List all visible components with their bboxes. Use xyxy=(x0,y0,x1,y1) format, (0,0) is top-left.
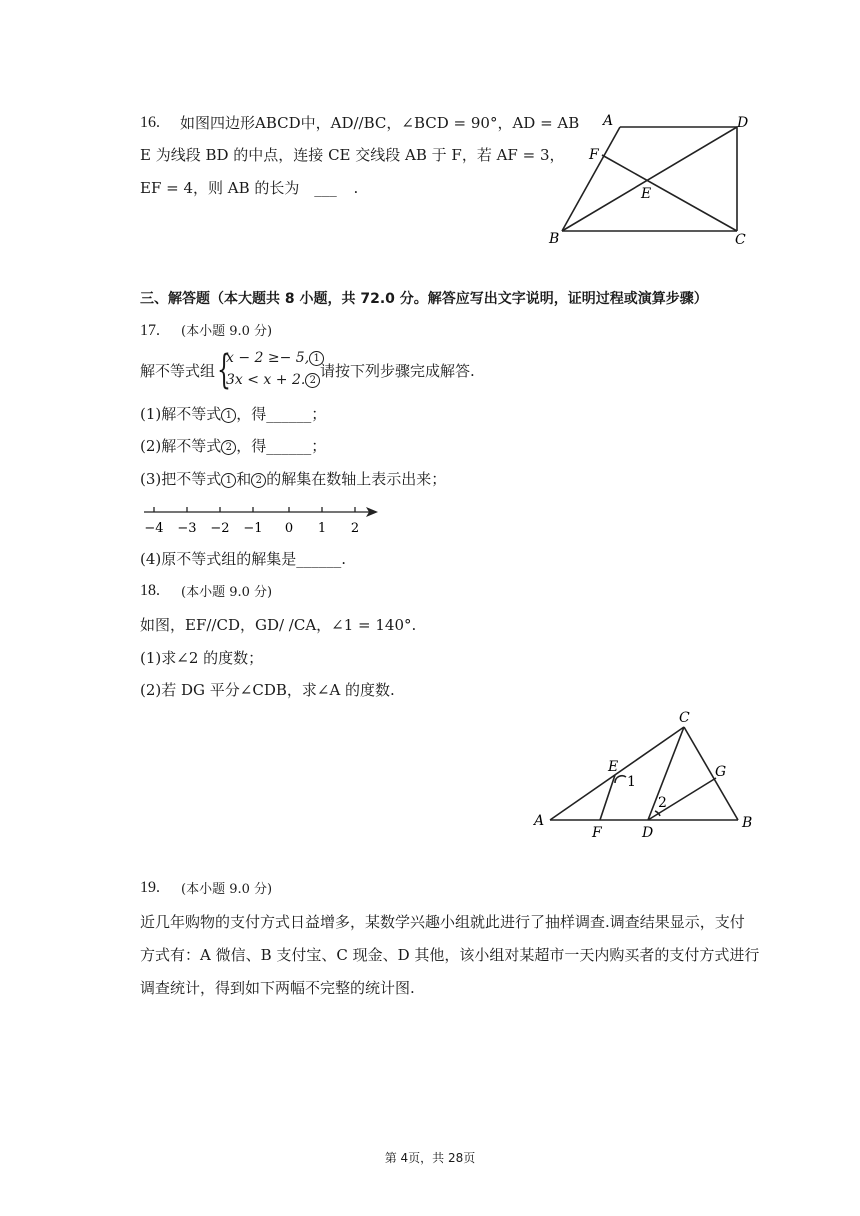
question-16-end: . xyxy=(353,179,359,197)
label-D: D xyxy=(642,825,654,841)
question-18-given: 如图，EF//CD，GD/ /CA，∠1 = 140°. xyxy=(140,616,417,634)
step-3-text: (3)把不等式 xyxy=(140,470,222,488)
system-brace: { xyxy=(217,347,231,393)
inequality-2-text: 3x < x + 2. xyxy=(226,372,306,388)
question-16-line-3-text: EF = 4，则 AB 的长为 xyxy=(140,179,300,197)
circled-marker-2: 2 xyxy=(251,473,266,488)
label-A: A xyxy=(603,113,614,129)
tick-label: 1 xyxy=(317,521,327,536)
step-2-blank: ，得______； xyxy=(236,437,327,455)
circled-marker-1: 1 xyxy=(221,408,236,423)
question-19-line-2: 方式有：A 微信、B 支付宝、C 现金、D 其他，该小组对某超市一天内购买者的支付方式进行 xyxy=(140,946,760,964)
step-2-text: (2)解不等式 xyxy=(140,437,222,455)
question-19-score: (本小题 9.0 分) xyxy=(181,882,273,897)
page-footer: 第 4页，共 28页 xyxy=(384,1151,476,1165)
label-C: C xyxy=(735,232,746,248)
label-C: C xyxy=(679,710,690,726)
circled-marker-1: 1 xyxy=(309,351,324,366)
question-18-number: 18. xyxy=(140,582,160,599)
question-18-part-2: (2)若 DG 平分∠CDB，求∠A 的度数. xyxy=(140,681,395,699)
tick-label: 2 xyxy=(350,521,360,536)
tick-label: −2 xyxy=(210,521,230,536)
angle-1-label: 1 xyxy=(627,774,636,790)
step-1-blank: ，得______； xyxy=(236,405,327,423)
question-17-number: 17. xyxy=(140,322,160,339)
question-18-part-1: (1)求∠2 的度数； xyxy=(140,649,264,667)
label-B: B xyxy=(549,231,560,247)
inequality-1 xyxy=(226,350,324,366)
question-18-score: (本小题 9.0 分) xyxy=(181,585,273,600)
tick-label: −4 xyxy=(144,521,164,536)
question-17-score: (本小题 9.0 分) xyxy=(181,324,273,339)
tick-label: −3 xyxy=(177,521,197,536)
question-17-intro-end: 请按下列步骤完成解答. xyxy=(320,362,475,380)
label-F: F xyxy=(589,147,599,163)
question-19-line-1: 近几年购物的支付方式日益增多，某数学兴趣小组就此进行了抽样调查.调查结果显示，支付 xyxy=(140,913,745,931)
triangle-figure xyxy=(528,705,760,845)
tick-label: −1 xyxy=(243,521,263,536)
step-1-text: (1)解不等式 xyxy=(140,405,222,423)
step-3-text-end: 的解集在数轴上表示出来； xyxy=(266,470,447,488)
section-3-heading: 三、解答题（本大题共 8 小题，共 72.0 分。解答应写出文字说明，证明过程或演算步骤） xyxy=(140,291,708,307)
label-D: D xyxy=(737,115,749,131)
label-A: A xyxy=(534,813,545,829)
question-16-line-2: E 为线段 BD 的中点，连接 CE 交线段 AB 于 F，若 AF = 3， xyxy=(140,146,565,164)
circled-marker-2: 2 xyxy=(221,440,236,455)
number-line xyxy=(140,500,390,540)
question-19-number: 19. xyxy=(140,879,160,896)
answer-blank: ___ xyxy=(314,179,337,197)
label-B: B xyxy=(742,815,753,831)
circled-marker-2: 2 xyxy=(305,373,320,388)
tick-label: 0 xyxy=(284,521,294,536)
quadrilateral-figure xyxy=(545,110,760,250)
circled-marker-1: 1 xyxy=(221,473,236,488)
label-F: F xyxy=(592,825,602,841)
angle-2-label: 2 xyxy=(658,795,667,811)
step-1 xyxy=(140,404,326,424)
inequality-1-text: x − 2 ≥− 5, xyxy=(226,350,310,366)
question-19-line-3: 调查统计，得到如下两幅不完整的统计图. xyxy=(140,979,415,997)
step-4: (4)原不等式组的解集是______. xyxy=(140,550,347,568)
label-E: E xyxy=(608,759,619,775)
label-G: G xyxy=(715,764,727,780)
question-16-number: 16. xyxy=(140,114,160,131)
step-3-and: 和 xyxy=(236,470,252,488)
question-17-intro: 解不等式组 xyxy=(140,362,216,380)
question-16-line-3 xyxy=(140,178,358,198)
step-2 xyxy=(140,436,326,456)
question-16-line-1: 如图四边形ABCD中，AD//BC，∠BCD = 90°，AD = AB xyxy=(180,114,580,132)
step-3 xyxy=(140,469,446,489)
label-E: E xyxy=(641,186,652,202)
inequality-2 xyxy=(226,372,320,388)
